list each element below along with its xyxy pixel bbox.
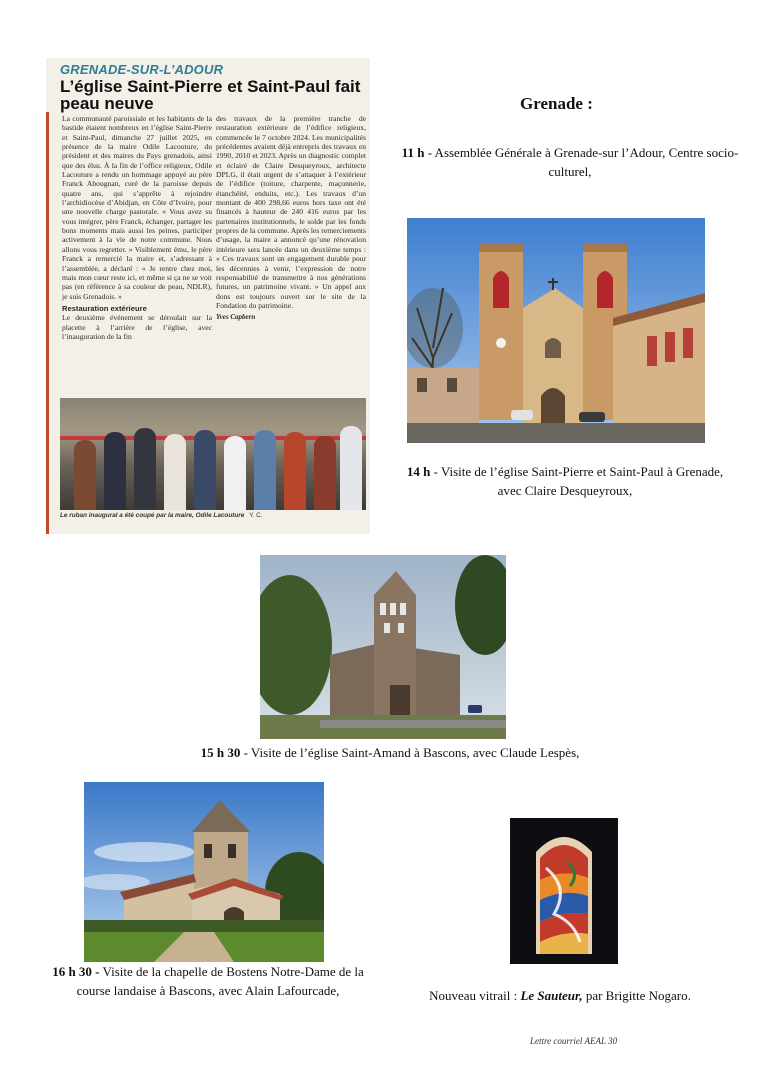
clipping-caption [60, 512, 262, 519]
caption-credit: Y. C. [249, 512, 263, 519]
program-item-14h [400, 462, 730, 500]
photo-person [284, 432, 306, 510]
clipping-column-2 [216, 114, 366, 323]
clipping-signature: Yves Capbern [216, 313, 256, 322]
photo-person [254, 430, 276, 510]
clipping-headline: L’église Saint-Pierre et Saint-Paul fait peau neuve [60, 77, 361, 113]
program-time: 11 h [401, 145, 425, 160]
caption-text: Le ruban inaugural a été coupé par la maire, Odile Lacouture [60, 512, 245, 519]
photo-person [224, 436, 246, 510]
program-item-11h [400, 143, 740, 181]
program-text: Visite de la chapelle de Bostens Notre-Dame de la course landaise à Bascons, avec Alain Lafourcade, [76, 964, 364, 998]
ribbon-cutting-photo [60, 398, 366, 510]
photo-person [194, 430, 216, 510]
photo-person [314, 436, 336, 510]
photo-person [104, 432, 126, 510]
photo-person [164, 434, 186, 510]
program-text: - Visite de l’église Saint-Pierre et Saint-Paul à Grenade, avec Claire Desqueyroux, [430, 464, 724, 498]
clipping-paragraph-2: Le deuxième événement se déroulait sur la placette à l’arrière de l’église, avec l’inauguration de la fin [62, 313, 212, 341]
page-footer: Lettre courriel AEAL 30 [530, 1036, 618, 1046]
program-time: 16 h 30 - [52, 964, 100, 979]
clipping-kicker: GRENADE-SUR-L’ADOUR [60, 62, 224, 77]
clipping-paragraph-3: des travaux de la première tranche de restauration extérieure de l’édifice religieux, commencée le 7 octobre 2024. Les municipalités précédentes avaient déjà entrepris des travaux en 1990, 2010 et 2023. Après un diagnostic complet et éclairé de Claire Desqueyroux, architecte DPLG, il était urgent de s’attaquer à l’extérieur de l’édifice (toiture, charpente, maçonnerie, étanchéité, enduits, etc.). Les travaux d’un montant de 400 298,66 euros hors taxe ont été financés à hauteur de 240 416 euros par les partenaires institutionnels, le solde par les fonds propres de la commune. Après les remerciements d’usage, la maire a annoncé qu’une rénovation intérieure sera lancée dans un deuxième temps : « Ces travaux sont un engagement durable pour les décennies à venir, l’expression de notre responsabilité de transmettre à nos générations futures, un patrimoine vivant. » Un appel aux dons est toujours ouvert sur le site de la Fondation du patrimoine. [216, 114, 366, 310]
vitrail-suffix: par Brigitte Nogaro. [582, 988, 691, 1003]
grenade-church-photo [407, 218, 705, 443]
clipping-edge-strip [46, 112, 49, 534]
photo-person [134, 428, 156, 510]
program-time: 15 h 30 [200, 745, 241, 760]
page-heading: Grenade : [520, 94, 593, 113]
program-item-15h30 [120, 743, 660, 762]
program-time: 14 h [406, 464, 431, 479]
bostens-chapel-photo [84, 782, 324, 962]
program-text: - Assemblée Générale à Grenade-sur l’Adour, Centre socio-culturel, [424, 145, 739, 179]
photo-person [340, 426, 362, 510]
photo-person [74, 440, 96, 510]
program-item-16h30 [48, 962, 368, 1000]
saint-amand-church-photo [260, 555, 506, 739]
vitrail-caption [400, 986, 720, 1005]
program-text: - Visite de l’église Saint-Amand à Bascons, avec Claude Lespès, [240, 745, 580, 760]
vitrail-prefix: Nouveau vitrail : [429, 988, 521, 1003]
vitrail-title: Le Sauteur, [520, 988, 583, 1003]
clipping-subhead: Restauration extérieure [62, 303, 147, 313]
clipping-paragraph: La communauté paroissiale et les habitants de la bastide étaient nombreux en l’église Saint-Pierre et Saint-Paul, dimanche 27 juillet 2025, en présence de la maire Odile Lacouture, du président et des maires du Pays grenadois, ainsi que des élus. À la fin de l’office religieux, Odile Lacouture a rendu un hommage appuyé au père Franck Abougnan, curé de la paroisse depuis quatre ans, qui s’apprête à rejoindre l’archidiocèse d’Abidjan, en Côte d’Ivoire, pour une nouvelle charge pastorale. « Vous avez su vous intégrer, père Franck, échanger, partager les bons moments mais aussi les peines, participer activement à la vie de notre commune. Nous allons vous regretter. » Visiblement ému, le père Franck a remercié la maire et, s’adressant à l’assemblée, a déclaré : « Je rentre chez moi, mais mon cœur reste ici, et même si ça ne se voit pas (en référence à sa couleur de peau, NDLR), je suis Grenadois. » [62, 114, 212, 301]
stained-glass-photo [510, 818, 618, 964]
clipping-column-1 [62, 114, 212, 341]
